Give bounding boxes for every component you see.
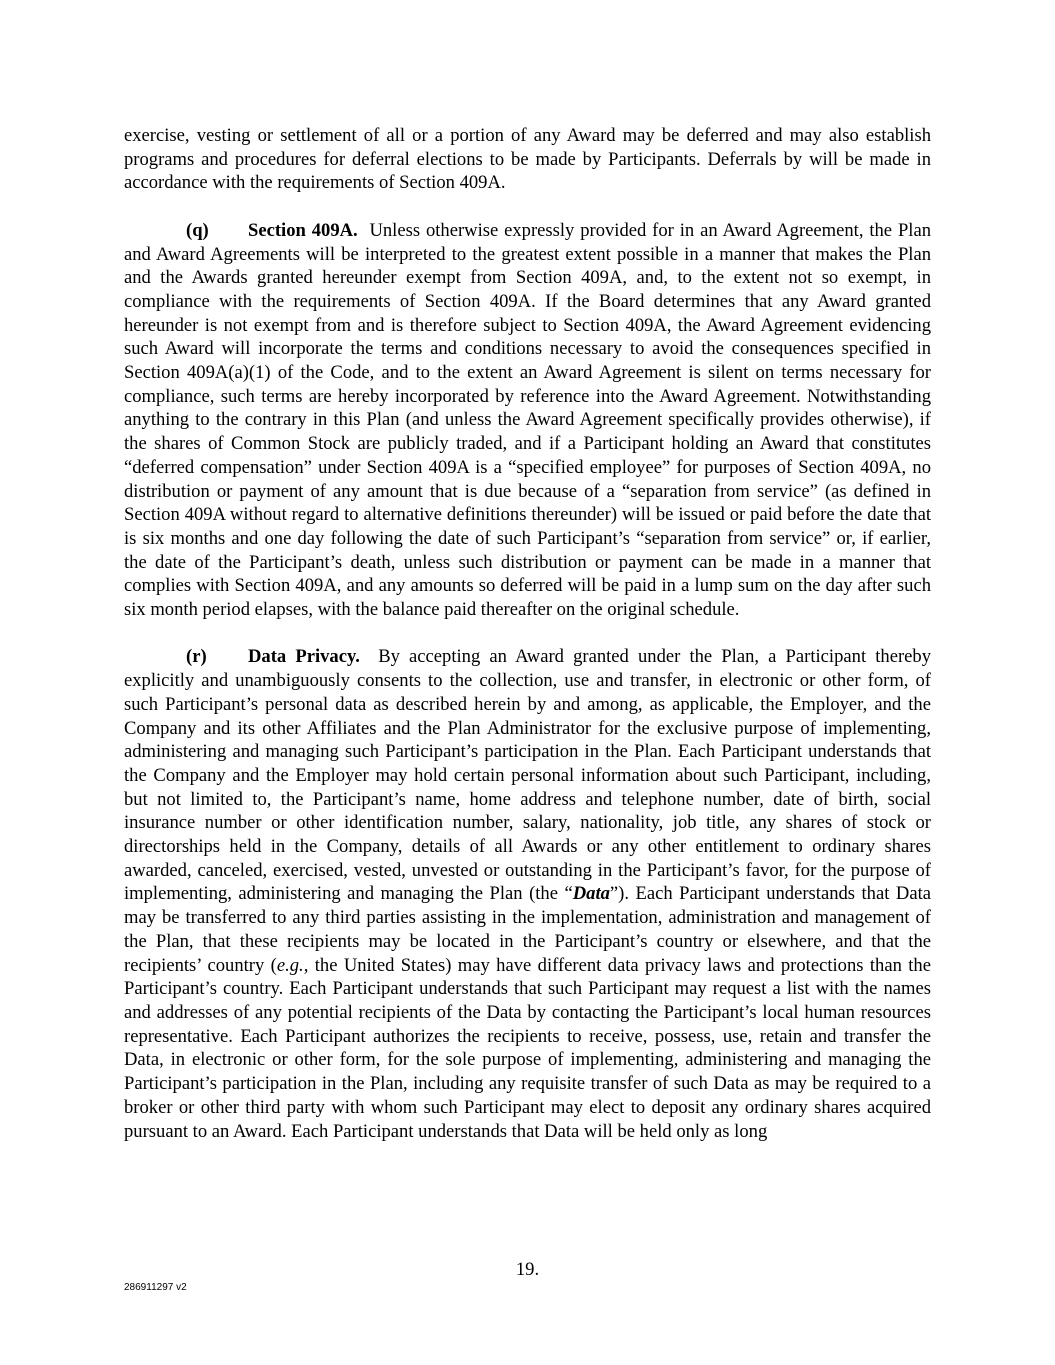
section-q-label: (q) [186, 219, 209, 241]
continuation-text: exercise, vesting or settlement of all or a portion of any Award may be deferred and may also establish programs and procedures for deferral elections to be made by Participants. Deferrals by will be made in accordance with the requirements of Section 409A. [124, 125, 931, 194]
section-q-paragraph [124, 219, 931, 622]
document-body [124, 124, 931, 1143]
section-r-paragraph [124, 645, 931, 1143]
document-id: 286911297 v2 [124, 1282, 187, 1293]
continuation-paragraph [124, 124, 931, 195]
section-q-heading: Section 409A. [248, 219, 358, 241]
section-r-text-2: ”). Each Participant understands that Data may be transferred to any third parties assisting in the implementation, administration and management of the Plan, that these recipients may be located in the Participant’s country or elsewhere, and that the recipients’ country ( [124, 883, 931, 976]
eg-abbreviation: e.g. [276, 954, 304, 976]
section-r-text-3: , the United States) may have different data privacy laws and protections than the Participant’s country. Each Participant understands that such Participant may request a list with the names and addresses of any potential recipients of the Data by contacting the Participant’s local human resources representative. Each Participant authorizes the recipients to receive, possess, use, retain and transfer the Data, in electronic or other form, for the sole purpose of implementing, administering and managing the Participant’s participation in the Plan, including any requisite transfer of such Data as may be required to a broker or other third party with whom such Participant may elect to deposit any ordinary shares acquired pursuant to an Award. Each Participant understands that Data will be held only as long [124, 954, 931, 1142]
section-r-heading: Data Privacy. [248, 646, 360, 668]
data-defined-term: Data [572, 883, 610, 905]
section-r-label: (r) [186, 646, 207, 668]
page-number: 19. [515, 1259, 540, 1280]
section-q-text: Unless otherwise expressly provided for in an Award Agreement, the Plan and Award Agreements will be interpreted to the greatest extent possible in a manner that makes the Plan and the Awards granted hereunder exempt from Section 409A, and, to the extent not so exempt, in compliance with the requirements of Section 409A. If the Board determines that any Award granted hereunder is not exempt from and is therefore subject to Section 409A, the Award Agreement evidencing such Award will incorporate the terms and conditions necessary to avoid the consequences specified in Section 409A(a)(1) of the Code, and to the extent an Award Agreement is silent on terms necessary for compliance, such terms are hereby incorporated by reference into the Award Agreement. Notwithstanding anything to the contrary in this Plan (and unless the Award Agreement specifically provides otherwise), if the shares of Common Stock are publicly traded, and if a Participant holding an Award that constitutes “deferred compensation” under Section 409A is a “specified employee” for purposes of Section 409A, no distribution or payment of any amount that is due because of a “separation from service” (as defined in Section 409A without regard to alternative definitions thereunder) will be issued or paid before the date that is six months and one day following the date of such Participant’s “separation from service” or, if earlier, the date of the Participant’s death, unless such distribution or payment can be made in a manner that complies with Section 409A, and any amounts so deferred will be paid in a lump sum on the day after such six month period elapses, with the balance paid thereafter on the original schedule. [124, 219, 931, 621]
section-r-text-1: By accepting an Award granted under the Plan, a Participant thereby explicitly and unambiguously consents to the collection, use and transfer, in electronic or other form, of such Participant’s personal data as described herein by and among, as applicable, the Employer, and the Company and its other Affiliates and the Plan Administrator for the exclusive purpose of implementing, administering and managing such Participant’s participation in the Plan. Each Participant understands that the Company and the Employer may hold certain personal information about such Participant, including, but not limited to, the Participant’s name, home address and telephone number, date of birth, social insurance number or other identification number, salary, nationality, job title, any shares of stock or directorships held in the Company, details of all Awards or any other entitlement to ordinary shares awarded, canceled, exercised, vested, unvested or outstanding in the Participant’s favor, for the purpose of implementing, administering and managing the Plan (the “ [124, 646, 931, 905]
